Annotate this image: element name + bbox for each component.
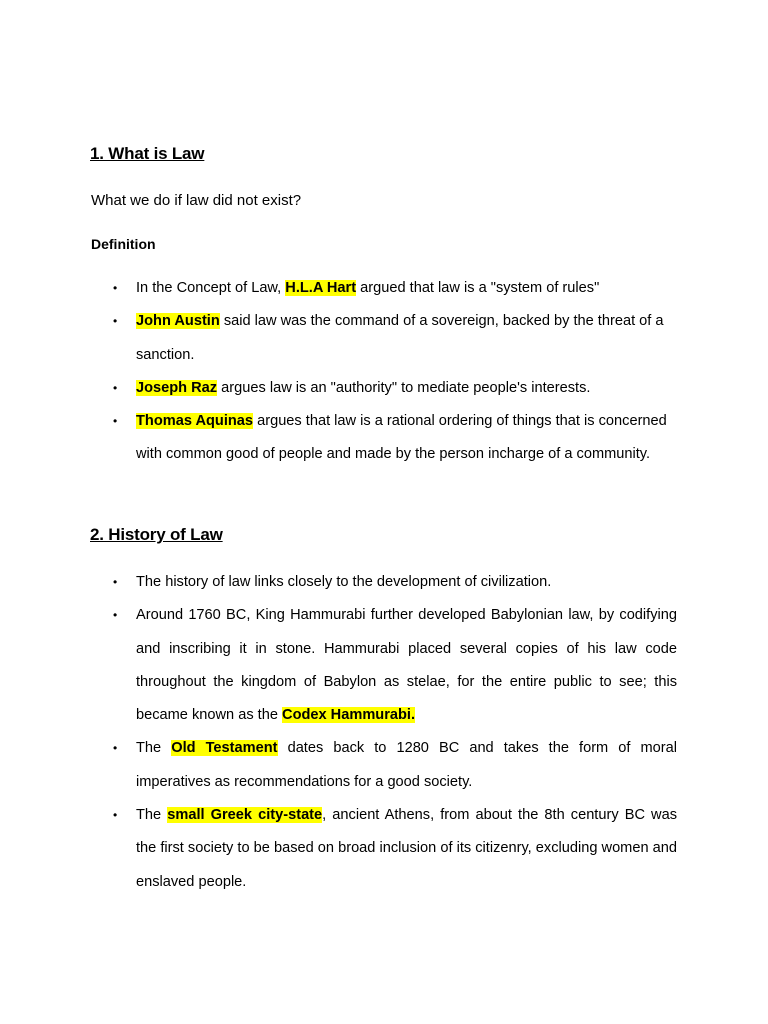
definition-item: [0, 305, 677, 372]
section-heading-history-of-law: 2. History of Law: [90, 525, 223, 544]
item-text-after: , ancient Athens, from about the 8th century BC was the first society to be based on broad inclusion of its citizenry, excluding women and enslaved people.: [136, 807, 678, 890]
item-text-after: dates back to 1280 BC and takes the form of moral imperatives as recommendations for a good society.: [136, 740, 677, 790]
item-text-before: The history of law links closely to the development of civilization.: [136, 574, 552, 590]
item-text-before: Around 1760 BC, King Hammurabi further developed Babylonian law, by codifying and inscribing it in stone. Hammurabi placed several copies of his law code throughout the kingdom of Babylon as stelae, for the entire public to see; this became known as the: [136, 607, 677, 724]
highlighted-name: Thomas Aquinas: [136, 413, 254, 430]
history-item: [0, 599, 677, 732]
bullet-marker: •: [113, 608, 118, 623]
highlighted-name: John Austin: [136, 313, 220, 330]
definition-item: [0, 372, 677, 405]
history-list: [0, 566, 768, 899]
highlighted-term: Old Testament: [171, 740, 278, 757]
item-text-before: In the Concept of Law,: [136, 280, 286, 296]
highlighted-term: small Greek city-state: [167, 807, 323, 824]
item-text-after: argued that law is a "system of rules": [356, 280, 600, 296]
highlighted-term: Codex Hammurabi.: [282, 707, 416, 724]
definition-item: [0, 272, 677, 305]
history-item: [0, 732, 677, 799]
highlighted-name: H.L.A Hart: [285, 280, 357, 296]
intro-question: What we do if law did not exist?: [91, 192, 302, 209]
history-item: [0, 799, 677, 899]
definition-item: [0, 405, 677, 472]
definition-subheading: Definition: [91, 236, 156, 252]
highlighted-name: Joseph Raz: [136, 379, 218, 396]
bullet-marker: •: [113, 380, 118, 395]
bullet-marker: •: [113, 808, 118, 823]
item-text-after: said law was the command of a sovereign, backed by the threat of a sanction.: [136, 313, 664, 363]
item-text-after: argues that law is a rational ordering of things that is concerned with common good of people and made by the person incharge of a community.: [136, 413, 667, 463]
bullet-marker: •: [113, 575, 118, 589]
item-text-before: The: [136, 740, 172, 757]
bullet-marker: •: [113, 741, 118, 756]
item-text-before: The: [136, 807, 168, 824]
item-text-after: argues law is an "authority" to mediate people's interests.: [217, 379, 591, 396]
bullet-marker: •: [113, 281, 118, 295]
history-item: [0, 566, 677, 599]
bullet-marker: •: [113, 414, 118, 429]
section-heading-what-is-law: 1. What is Law: [90, 144, 205, 163]
bullet-marker: •: [113, 314, 118, 329]
definition-list: [0, 272, 768, 472]
